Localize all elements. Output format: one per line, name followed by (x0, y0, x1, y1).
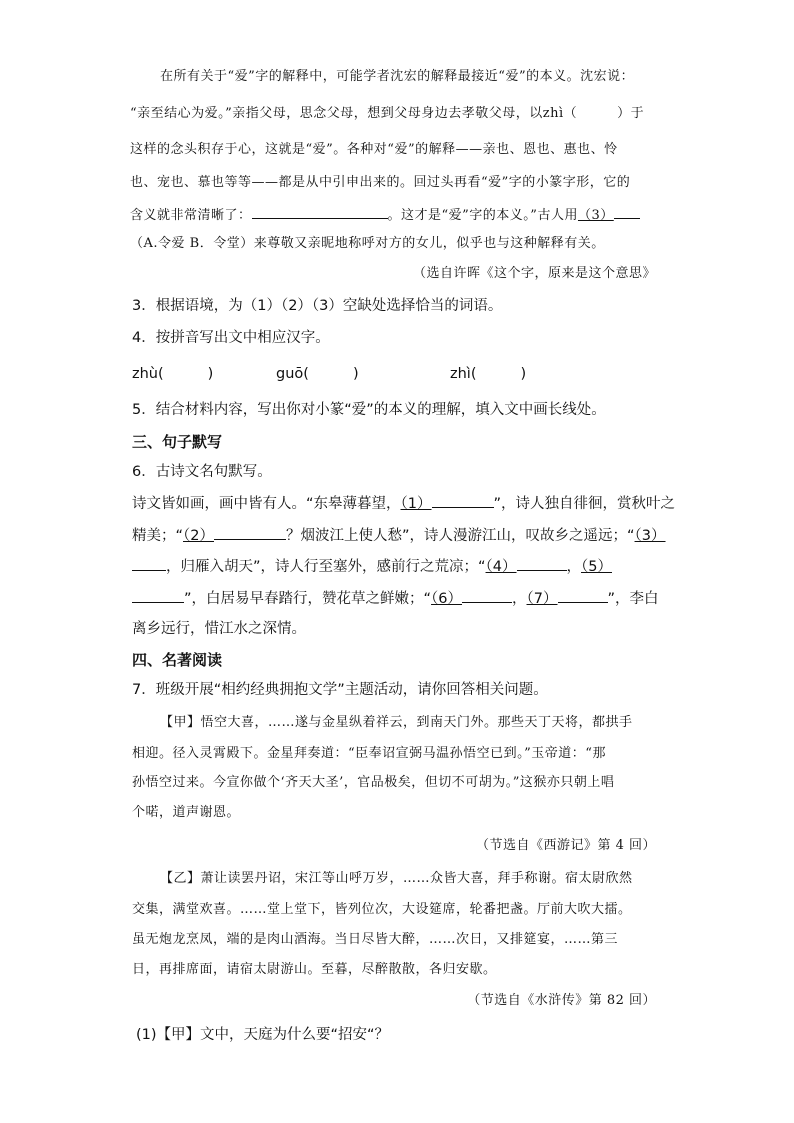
blank-6-line[interactable] (462, 588, 512, 603)
poem-line-2-text: 精美；“ (132, 528, 184, 544)
section-heading-3: 三、句子默写 (132, 433, 223, 451)
blank-2[interactable]: （2） (183, 528, 214, 544)
poem-comma-2: ， (512, 591, 527, 607)
blank-5-line[interactable] (132, 588, 184, 603)
excerpt-yi-line-2: 交集，满堂欢喜。……堂上堂下，皆列位次，大设筵席，轮番把盏。厅前大吹大擂。 (132, 902, 632, 917)
passage-line-2-text: “亲至结心为爱。”亲指父母，思念父母，想到父母身边去孝敬父母，以zhì（ (130, 106, 578, 121)
excerpt-yi-source: （节选自《水浒传》第 82 回） (467, 993, 656, 1008)
pinyin-guo-close: ) (352, 366, 359, 382)
blank-3-line[interactable] (614, 204, 640, 219)
poem-comma-1: ， (566, 559, 582, 575)
pinyin-guo-label: guō( (276, 366, 309, 382)
passage-line-1: 在所有关于“爱”字的解释中，可能学者沈宏的解释最接近“爱”的本义。沈宏说： (160, 69, 635, 84)
passage-line-4: 也、宠也、慕也等等——都是从中引申出来的。回过头再看“爱”字的小篆字形，它的 (130, 175, 631, 190)
blank-3-poem[interactable]: （3） (634, 528, 666, 544)
excerpt-jia-source: （节选自《西游记》第 4 回） (475, 838, 656, 853)
blank-1[interactable]: （1） (400, 496, 432, 512)
blank-2-line[interactable] (214, 525, 286, 540)
pinyin-zhu (132, 364, 213, 384)
blank-1-line[interactable] (432, 493, 494, 508)
passage-line-5-text: 含义就非常清晰了： (130, 208, 252, 223)
pinyin-zhi (450, 364, 526, 384)
passage-line-5-tail: 。这才是“爱”字的本义。”古人用 (387, 208, 578, 223)
blank-7[interactable]: （7） (526, 591, 558, 607)
excerpt-jia-line-3: 孙悟空过来。今宣你做个‘齐天大圣’，官品极矣，但切不可胡为。”这猴亦只朝上唱 (132, 775, 615, 790)
excerpt-jia-line-1: 【甲】悟空大喜，……遂与金星纵着祥云，到南天门外。那些天丁天将，都拱手 (160, 715, 633, 730)
passage-line-5 (130, 204, 640, 226)
question-6: 6．古诗文名句默写。 (132, 464, 272, 480)
poem-line-5: 离乡远行，惜江水之深情。 (132, 621, 306, 637)
answer-line-long[interactable] (252, 204, 388, 219)
blank-7-line[interactable] (558, 588, 608, 603)
pinyin-zhi-label: zhì( (450, 366, 477, 382)
excerpt-jia-line-4: 个喏，道声谢恩。 (132, 805, 241, 820)
passage-line-2 (130, 104, 644, 124)
blank-3[interactable]: （3） (577, 208, 614, 223)
question-5: 5．结合材料内容，写出你对小篆“爱”的本义的理解，填入文中画长线处。 (132, 402, 606, 418)
excerpt-yi-line-3: 虽无炮龙烹凤，端的是肉山酒海。当日尽皆大醉，……次日，又排筵宴，……第三 (132, 932, 619, 947)
pinyin-guo (276, 364, 359, 384)
question-4: 4．按拼音写出文中相应汉字。 (132, 330, 330, 346)
blank-4[interactable]: （4） (485, 559, 517, 575)
section-heading-4: 四、名著阅读 (132, 651, 223, 669)
blank-3-poem-line[interactable] (132, 556, 166, 571)
question-3: 3．根据语境，为（1）（2）（3）空缺处选择恰当的词语。 (132, 298, 503, 314)
question-7-1: (1)【甲】文中，天庭为什么要“招安“？ (136, 1027, 390, 1043)
excerpt-jia-line-2: 相迎。径入灵霄殿下。金星拜奏道：“臣奉诏宣弼马温孙悟空已到。”玉帝道：“那 (132, 746, 606, 761)
excerpt-yi-line-4: 日，再排席面，请宿太尉游山。至暮，尽醉散散，各归安歇。 (132, 962, 497, 977)
blank-5[interactable]: （5） (581, 559, 612, 575)
poem-line-2 (132, 525, 666, 546)
poem-line-3-text: ，归雁入胡天”，诗人行至塞外，感前行之荒凉；“ (166, 559, 486, 575)
poem-line-1-text: 诗文皆如画，画中皆有人。“东皋薄暮望， (132, 496, 401, 512)
poem-line-4-end: ”，李白 (607, 591, 659, 607)
poem-line-2-mid: ？烟波江上使人愁”，诗人漫游江山，叹故乡之遥远；“ (286, 528, 635, 544)
pinyin-zhu-close: ) (207, 366, 214, 382)
question-7: 7．班级开展“相约经典拥抱文学”主题活动，请你回答相关问题。 (132, 682, 548, 698)
poem-line-1 (132, 493, 675, 514)
poem-line-4 (132, 588, 659, 609)
pinyin-zhi-close: ) (520, 366, 527, 382)
blank-6[interactable]: （6） (431, 591, 463, 607)
passage-line-6: （A.令爱 B．令堂）来尊敬又亲昵地称呼对方的女儿，似乎也与这种解释有关。 (130, 236, 605, 251)
poem-line-4-text: ”，白居易早春踏行，赞花草之鲜嫩；“ (184, 591, 432, 607)
poem-line-3 (132, 556, 612, 577)
passage-line-3: 这样的念头积存于心，这就是“爱”。各种对“爱”的解释——亲也、恩也、惠也、怜 (130, 142, 618, 157)
excerpt-yi-line-1: 【乙】萧让读罢丹诏，宋江等山呼万岁，……众皆大喜，拜手称谢。宿太尉欣然 (160, 871, 633, 886)
passage-line-2-end: ）于 (617, 106, 645, 121)
passage-source: （选自许晖《这个字，原来是这个意思》 (412, 266, 656, 281)
pinyin-zhu-label: zhù( (132, 366, 164, 382)
blank-4-line[interactable] (517, 556, 567, 571)
poem-line-1-tail: ”，诗人独自徘徊，赏秋叶之 (493, 496, 676, 512)
